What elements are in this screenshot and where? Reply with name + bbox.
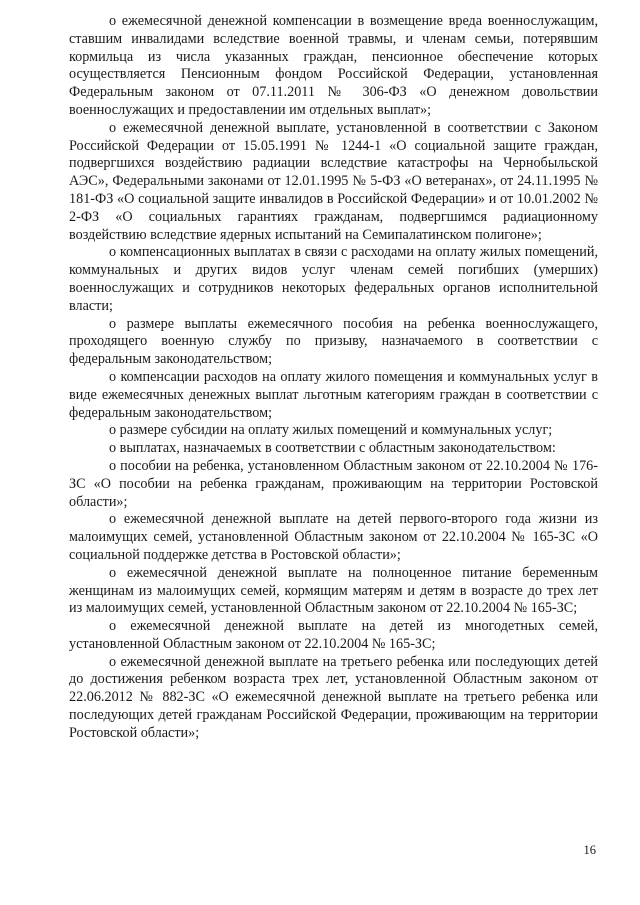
- paragraph-monthly-payment-radiation: о ежемесячной денежной выплате, установленной в соответствии с Законом Российской Федерации от 15.05.1991 № 1244-1 «О социальной защите граждан, подвергшихся воздействию радиации вследствие катастрофы на Чернобыльской АЭС», Федеральными законами от 12.01.1995 № 5-ФЗ «О ветеранах», от 24.11.1995 № 181-ФЗ «О социальной защите инвалидов в Российской Федерации» и от 10.01.2002 № 2-ФЗ «О социальных гарантиях гражданам, подвергшимся радиационному воздействию вследствие ядерных испытаний на Семипалатинском полигоне»;: [69, 119, 598, 243]
- paragraph-payment-nutrition: о ежемесячной денежной выплате на полноценное питание беременным женщинам из малоимущих семей, кормящим матерям и детям в возрасте до трех лет из малоимущих семей, установленной Областным законом от 22.10.2004 № 165-ЗС;: [69, 564, 598, 617]
- page-number: 16: [583, 843, 596, 857]
- paragraph-payment-third-child: о ежемесячной денежной выплате на третьего ребенка или последующих детей до достижения ребенком возраста трех лет, установленной Областным законом от 22.06.2012 № 882-ЗС «О ежемесячной денежной выплате на третьего ребенка или последующих детей гражданам Российской Федерации, проживающим на территории Ростовской области»;: [69, 653, 598, 741]
- document-body: [69, 13, 598, 743]
- paragraph-housing-compensation-benefit: о компенсации расходов на оплату жилого помещения и коммунальных услуг в виде ежемесячных денежных выплат льготным категориям граждан в соответствии с федеральным законодательством;: [69, 368, 598, 421]
- paragraph-child-allowance-regional: о пособии на ребенка, установленном Областным законом от 22.10.2004 № 176-ЗС «О пособии на ребенка гражданам, проживающим на территории Ростовской области»;: [69, 457, 598, 510]
- paragraph-monthly-compensation-injury: о ежемесячной денежной компенсации в возмещение вреда военнослужащим, ставшим инвалидами вследствие военной травмы, и членам семьи, потерявшим кормильца из числа указанных граждан, пенсионное обеспечение которых осуществляется Пенсионным фондом Российской Федерации, установленная Федеральным законом от 07.11.2011 № 306-ФЗ «О денежном довольствии военнослужащих и предоставлении им отдельных выплат»;: [69, 13, 598, 118]
- paragraph-payment-infants: о ежемесячной денежной выплате на детей первого-второго года жизни из малоимущих семей, установленной Областным законом от 22.10.2004 № 165-ЗС «О социальной поддержке детства в Ростовской области»;: [69, 511, 598, 563]
- paragraph-housing-subsidy: о размере субсидии на оплату жилых помещений и коммунальных услуг;: [109, 422, 553, 439]
- paragraph-regional-payments: о выплатах, назначаемых в соответствии с областным законодательством:: [109, 440, 556, 457]
- paragraph-child-allowance-conscript: о размере выплаты ежемесячного пособия на ребенка военнослужащего, проходящего военную службу по призыву, назначаемого в соответствии с федеральным законодательством;: [69, 315, 598, 368]
- paragraph-compensation-housing-families: о компенсационных выплатах в связи с расходами на оплату жилых помещений, коммунальных и других видов услуг членам семей погибших (умерших) военнослужащих и сотрудников некоторых федеральных органов исполнительной власти;: [69, 244, 598, 314]
- paragraph-payment-large-families: о ежемесячной денежной выплате на детей из многодетных семей, установленной Областным законом от 22.10.2004 № 165-ЗС;: [69, 618, 598, 652]
